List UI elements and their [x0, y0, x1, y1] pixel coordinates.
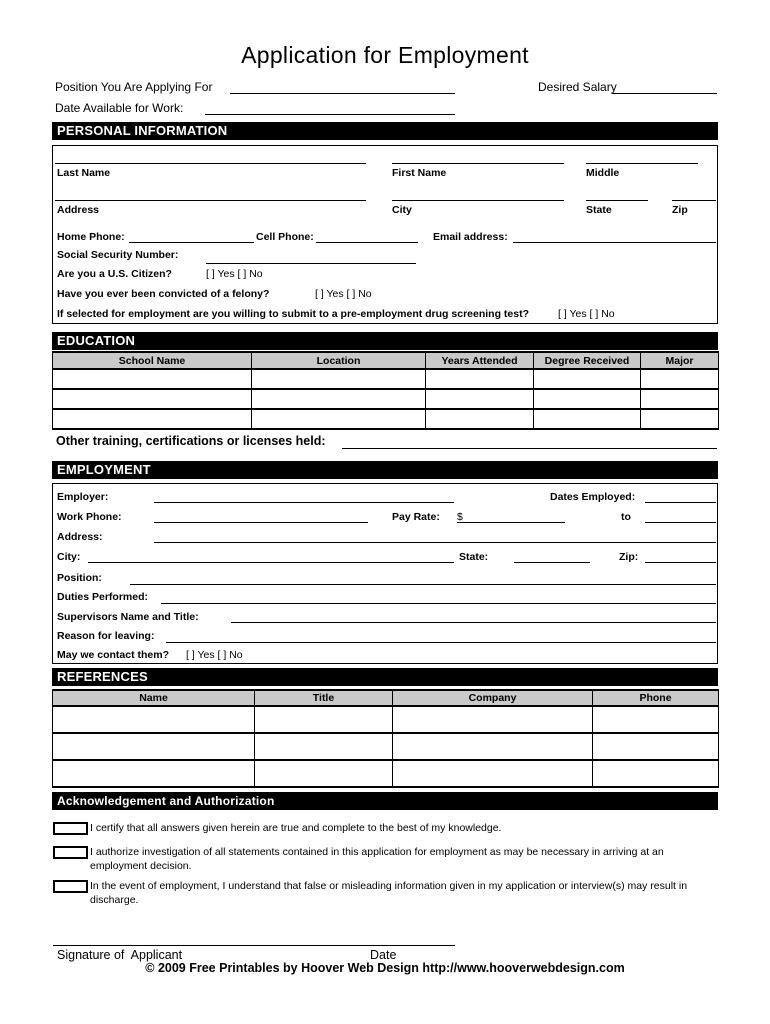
copyright-notice: © 2009 Free Printables by Hoover Web Design http://www.hooverwebdesign.com	[145, 961, 625, 975]
references-section-header: REFERENCES	[52, 668, 718, 686]
discharge-statement: In the event of employment, I understand that false or misleading information given in my application or interview(s) may result in discharge.	[90, 880, 688, 906]
middle-name-line[interactable]	[586, 163, 698, 164]
references-cell[interactable]	[593, 760, 719, 787]
education-col-location: Location	[252, 352, 426, 369]
education-cell[interactable]	[534, 389, 641, 409]
cell-phone-line[interactable]	[316, 242, 418, 243]
position-line[interactable]	[130, 584, 716, 585]
email-line[interactable]	[513, 242, 716, 243]
references-row	[53, 706, 719, 733]
employer-address-line[interactable]	[154, 542, 716, 543]
drug-test-yes-no-checkboxes[interactable]: [ ] Yes [ ] No	[558, 308, 615, 320]
references-col-title: Title	[255, 690, 393, 706]
other-training-label: Other training, certifications or licenses held:	[56, 434, 326, 448]
citizen-question: Are you a U.S. Citizen?	[57, 268, 172, 280]
duties-label: Duties Performed:	[57, 591, 149, 603]
pay-rate-label: Pay Rate:	[392, 511, 440, 523]
references-cell[interactable]	[255, 706, 393, 733]
felony-question: Have you ever been convicted of a felony?	[57, 288, 270, 300]
references-table	[52, 689, 719, 788]
work-phone-line[interactable]	[154, 522, 368, 523]
zip-line[interactable]	[672, 200, 716, 201]
last-name-line[interactable]	[55, 163, 366, 164]
employer-city-label: City:	[57, 551, 81, 563]
ssn-line[interactable]	[206, 263, 416, 264]
desired-salary-line[interactable]	[612, 93, 717, 94]
education-cell[interactable]	[426, 409, 534, 429]
education-section-header: EDUCATION	[52, 332, 718, 350]
date-available-line[interactable]	[205, 114, 455, 115]
references-cell[interactable]	[393, 733, 593, 760]
employer-address-label: Address:	[57, 531, 103, 543]
dates-employed-from-line[interactable]	[645, 502, 716, 503]
position-applying-label: Position You Are Applying For	[55, 80, 213, 94]
authorize-checkbox[interactable]	[53, 846, 88, 859]
duties-line[interactable]	[161, 603, 716, 604]
references-cell[interactable]	[393, 760, 593, 787]
education-col-major: Major	[641, 352, 719, 369]
references-cell[interactable]	[593, 733, 719, 760]
address-label: Address	[57, 204, 100, 216]
date-available-label: Date Available for Work:	[55, 101, 184, 115]
home-phone-label: Home Phone:	[57, 231, 125, 243]
reason-leaving-label: Reason for leaving:	[57, 630, 155, 642]
references-cell[interactable]	[53, 760, 255, 787]
employer-state-label: State:	[459, 551, 489, 563]
position-applying-line[interactable]	[230, 93, 455, 94]
email-label: Email address:	[433, 231, 508, 243]
position-label: Position:	[57, 572, 102, 584]
first-name-label: First Name	[392, 167, 447, 179]
references-cell[interactable]	[255, 760, 393, 787]
education-col-years: Years Attended	[426, 352, 534, 369]
reason-leaving-line[interactable]	[166, 642, 716, 643]
education-cell[interactable]	[426, 389, 534, 409]
employer-label: Employer:	[57, 491, 109, 503]
contact-yes-no-checkboxes[interactable]: [ ] Yes [ ] No	[186, 649, 243, 661]
zip-label: Zip	[672, 204, 688, 216]
education-row	[53, 389, 719, 409]
dates-employed-to-line[interactable]	[645, 522, 716, 523]
references-header-row	[53, 690, 719, 706]
education-row	[53, 409, 719, 429]
felony-yes-no-checkboxes[interactable]: [ ] Yes [ ] No	[315, 288, 372, 300]
pay-rate-line[interactable]	[457, 522, 565, 523]
home-phone-line[interactable]	[129, 242, 254, 243]
references-row	[53, 760, 719, 787]
education-cell[interactable]	[641, 369, 719, 389]
dates-to-label: to	[621, 511, 631, 523]
certify-checkbox[interactable]	[53, 822, 88, 835]
education-cell[interactable]	[641, 409, 719, 429]
education-row	[53, 369, 719, 389]
education-cell[interactable]	[641, 389, 719, 409]
employer-state-line[interactable]	[514, 562, 590, 563]
last-name-label: Last Name	[57, 167, 111, 179]
discharge-checkbox[interactable]	[53, 880, 88, 893]
supervisor-label: Supervisors Name and Title:	[57, 611, 199, 623]
references-cell[interactable]	[393, 706, 593, 733]
education-header-row	[53, 352, 719, 369]
state-label: State	[586, 204, 612, 216]
education-cell[interactable]	[53, 409, 252, 429]
supervisor-line[interactable]	[231, 622, 716, 623]
employer-city-line[interactable]	[88, 562, 454, 563]
employment-section-header: EMPLOYMENT	[52, 461, 718, 479]
references-cell[interactable]	[255, 733, 393, 760]
ssn-label: Social Security Number:	[57, 249, 179, 261]
state-line[interactable]	[586, 200, 648, 201]
education-table	[52, 351, 719, 430]
pay-rate-currency-symbol: $	[457, 511, 463, 523]
desired-salary-label: Desired Salary	[538, 80, 617, 94]
education-cell[interactable]	[534, 409, 641, 429]
drug-test-question: If selected for employment are you willing to submit to a pre-employment drug screening test?	[57, 308, 529, 320]
employer-zip-line[interactable]	[645, 562, 716, 563]
references-col-phone: Phone	[593, 690, 719, 706]
education-cell[interactable]	[252, 409, 426, 429]
middle-name-label: Middle	[586, 167, 620, 179]
references-col-company: Company	[393, 690, 593, 706]
references-cell[interactable]	[593, 706, 719, 733]
education-col-school: School Name	[53, 352, 252, 369]
first-name-line[interactable]	[392, 163, 564, 164]
cell-phone-label: Cell Phone:	[256, 231, 314, 243]
education-cell[interactable]	[53, 369, 252, 389]
education-cell[interactable]	[252, 389, 426, 409]
education-cell[interactable]	[252, 369, 426, 389]
education-cell[interactable]	[53, 389, 252, 409]
personal-section-box	[52, 145, 718, 324]
references-cell[interactable]	[53, 733, 255, 760]
work-phone-label: Work Phone:	[57, 511, 122, 523]
references-cell[interactable]	[53, 706, 255, 733]
signature-line[interactable]	[53, 945, 455, 946]
signature-date-label: Date	[370, 948, 397, 962]
page-title: Application for Employment	[241, 42, 529, 68]
city-line[interactable]	[392, 200, 564, 201]
dates-employed-label: Dates Employed:	[550, 491, 636, 503]
education-col-degree: Degree Received	[534, 352, 641, 369]
certify-statement: I certify that all answers given herein are true and complete to the best of my knowledge.	[90, 822, 502, 834]
employer-line[interactable]	[154, 502, 454, 503]
employment-section-box	[52, 483, 718, 664]
other-training-line[interactable]	[342, 448, 717, 449]
contact-question: May we contact them?	[57, 649, 170, 661]
acknowledgement-section-header: Acknowledgement and Authorization	[52, 792, 718, 810]
authorize-statement: I authorize investigation of all statements contained in this application for employment as may be necessary in arriving at an employment decision.	[90, 846, 664, 872]
city-label: City	[392, 204, 412, 216]
employer-zip-label: Zip:	[619, 551, 639, 563]
address-line[interactable]	[55, 200, 366, 201]
personal-section-header: PERSONAL INFORMATION	[52, 122, 718, 140]
education-cell[interactable]	[426, 369, 534, 389]
citizen-yes-no-checkboxes[interactable]: [ ] Yes [ ] No	[206, 268, 263, 280]
education-cell[interactable]	[534, 369, 641, 389]
references-row	[53, 733, 719, 760]
references-col-name: Name	[53, 690, 255, 706]
signature-label: Signature of Applicant	[57, 948, 183, 962]
